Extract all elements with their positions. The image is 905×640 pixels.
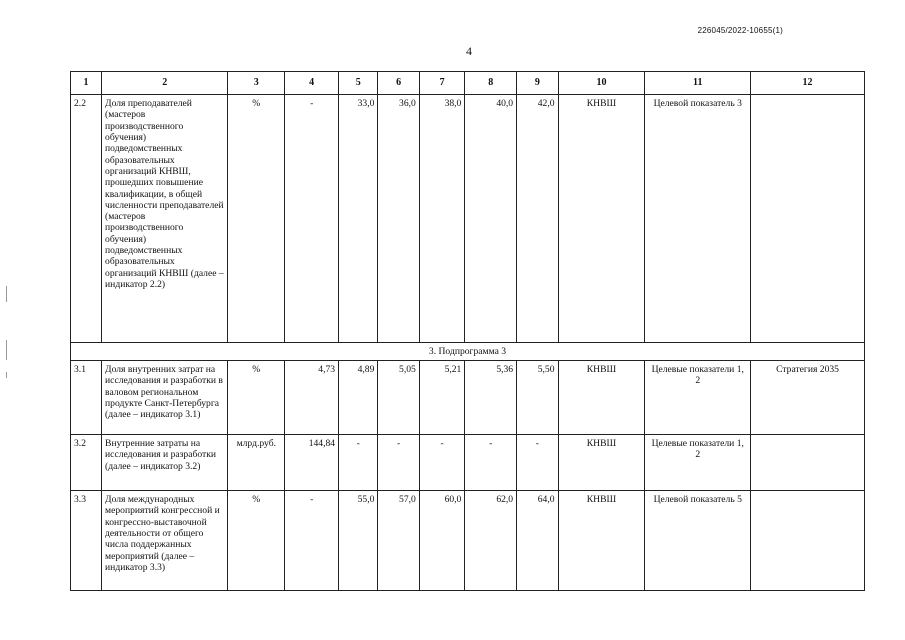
value-cell: - xyxy=(378,435,419,491)
margin-mark xyxy=(6,286,7,302)
value-cell: 4,73 xyxy=(285,361,339,435)
margin-mark xyxy=(6,340,7,360)
row-number: 2.2 xyxy=(71,95,102,343)
value-cell: 5,36 xyxy=(465,361,517,435)
column-header: 10 xyxy=(558,72,645,95)
value-cell: - xyxy=(285,95,339,343)
document-cell: Стратегия 2035 xyxy=(751,361,865,435)
target-cell: Целевые показатели 1, 2 xyxy=(645,361,751,435)
indicator-name: Доля преподавателей (мастеров производственного обучения) подведомственных образовательных организаций КНВШ, прошедших повышение квалификации, в общей численности преподавателей (мастеров производственного обучения) подведомственных образовательных организаций КНВШ (далее – индикатор 2.2) xyxy=(102,95,228,343)
value-cell: 40,0 xyxy=(465,95,517,343)
unit-cell: % xyxy=(228,491,285,591)
column-header: 5 xyxy=(339,72,378,95)
column-header: 11 xyxy=(645,72,751,95)
executor-cell: КНВШ xyxy=(558,491,645,591)
column-header: 3 xyxy=(228,72,285,95)
value-cell: 57,0 xyxy=(378,491,419,591)
value-cell: 5,21 xyxy=(419,361,465,435)
table-row xyxy=(71,95,865,343)
unit-cell: млрд.руб. xyxy=(228,435,285,491)
column-header: 8 xyxy=(465,72,517,95)
table-row xyxy=(71,435,865,491)
value-cell: 36,0 xyxy=(378,95,419,343)
column-header: 12 xyxy=(751,72,865,95)
value-cell: 42,0 xyxy=(517,95,558,343)
value-cell: - xyxy=(465,435,517,491)
target-cell: Целевые показатели 1, 2 xyxy=(645,435,751,491)
value-cell: 5,50 xyxy=(517,361,558,435)
executor-cell: КНВШ xyxy=(558,361,645,435)
document-cell xyxy=(751,95,865,343)
row-number: 3.2 xyxy=(71,435,102,491)
indicator-name: Доля внутренних затрат на исследования и разработки в валовом региональном продукте Санкт-Петербурга (далее – индикатор 3.1) xyxy=(102,361,228,435)
indicator-name: Внутренние затраты на исследования и разработки (далее – индикатор 3.2) xyxy=(102,435,228,491)
value-cell: - xyxy=(517,435,558,491)
value-cell: 62,0 xyxy=(465,491,517,591)
target-cell: Целевой показатель 5 xyxy=(645,491,751,591)
table-row xyxy=(71,491,865,591)
unit-cell: % xyxy=(228,361,285,435)
value-cell: 55,0 xyxy=(339,491,378,591)
indicator-name: Доля международных мероприятий конгрессной и конгрессно-выставочной деятельности от общего числа поддержанных мероприятий (далее – индикатор 3.3) xyxy=(102,491,228,591)
section-row xyxy=(71,343,865,361)
column-header: 6 xyxy=(378,72,419,95)
executor-cell: КНВШ xyxy=(558,95,645,343)
page-number: 4 xyxy=(466,44,472,58)
unit-cell: % xyxy=(228,95,285,343)
value-cell: 144,84 xyxy=(285,435,339,491)
table-header-row xyxy=(71,72,865,95)
value-cell: 38,0 xyxy=(419,95,465,343)
executor-cell: КНВШ xyxy=(558,435,645,491)
document-cell xyxy=(751,435,865,491)
column-header: 4 xyxy=(285,72,339,95)
margin-mark xyxy=(6,372,7,378)
value-cell: 64,0 xyxy=(517,491,558,591)
table-row xyxy=(71,361,865,435)
document-id: 226045/2022-10655(1) xyxy=(697,26,783,35)
section-title: 3. Подпрограмма 3 xyxy=(71,343,865,361)
column-header: 9 xyxy=(517,72,558,95)
value-cell: - xyxy=(339,435,378,491)
row-number: 3.1 xyxy=(71,361,102,435)
column-header: 2 xyxy=(102,72,228,95)
target-cell: Целевой показатель 3 xyxy=(645,95,751,343)
value-cell: - xyxy=(285,491,339,591)
value-cell: 33,0 xyxy=(339,95,378,343)
document-cell xyxy=(751,491,865,591)
value-cell: - xyxy=(419,435,465,491)
value-cell: 5,05 xyxy=(378,361,419,435)
indicators-table xyxy=(70,71,865,591)
column-header: 7 xyxy=(419,72,465,95)
value-cell: 4,89 xyxy=(339,361,378,435)
row-number: 3.3 xyxy=(71,491,102,591)
value-cell: 60,0 xyxy=(419,491,465,591)
column-header: 1 xyxy=(71,72,102,95)
